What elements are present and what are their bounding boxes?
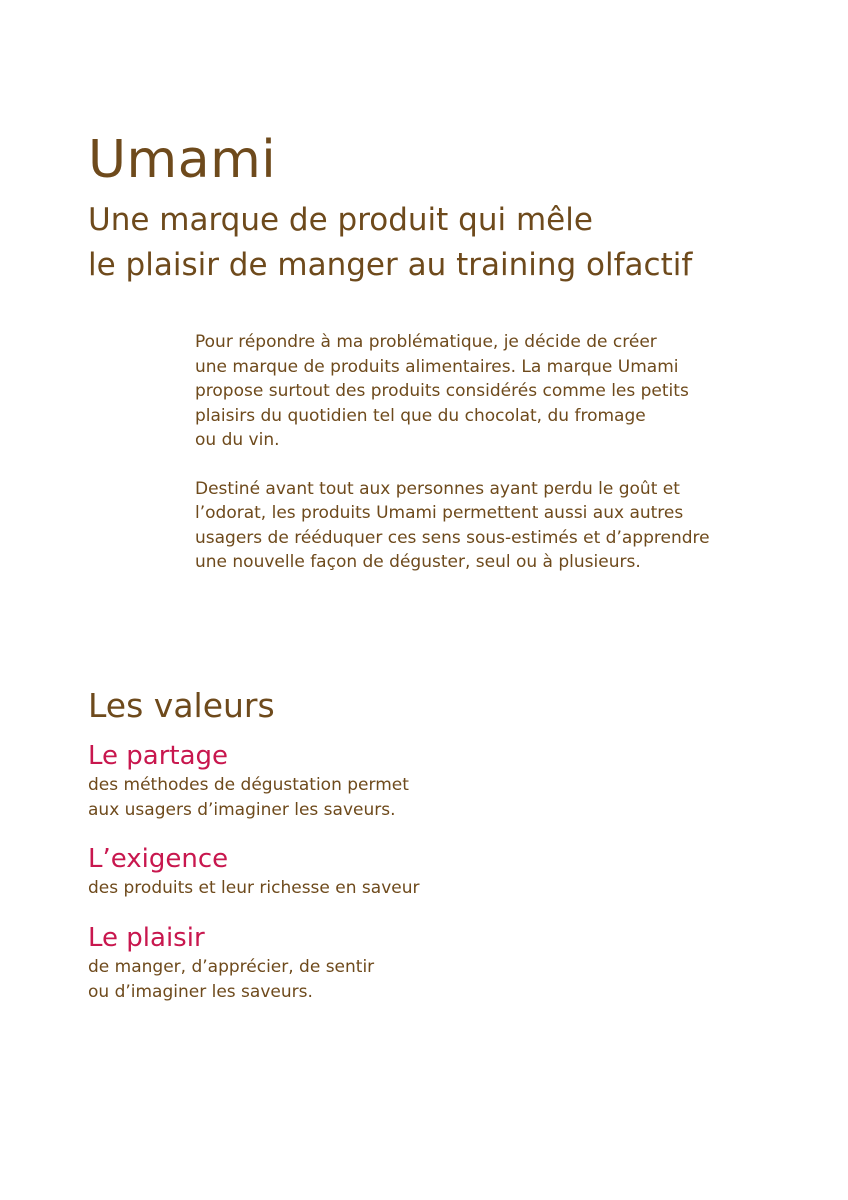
brand-subtitle: [88, 198, 692, 288]
brand-title: Umami: [88, 130, 277, 190]
intro-text: [195, 330, 795, 599]
intro-line: Pour répondre à ma problématique, je décide de créer: [195, 332, 657, 352]
subtitle-line: Une marque de produit qui mêle: [88, 202, 593, 238]
intro-line: plaisirs du quotidien tel que du chocolat, du fromage: [195, 405, 646, 426]
value-line: aux usagers d’imaginer les saveurs.: [88, 799, 396, 820]
value-item-exigence: [88, 842, 419, 901]
value-title: Le partage: [88, 741, 229, 771]
subtitle-line: le plaisir de manger au training olfactif: [88, 247, 693, 283]
value-description: [88, 773, 409, 822]
value-description: [88, 876, 419, 901]
value-title: Le plaisir: [88, 923, 205, 953]
intro-line: une marque de produits alimentaires. La marque Umami: [195, 356, 679, 377]
value-item-plaisir: [88, 921, 374, 1004]
value-description: [88, 955, 374, 1004]
intro-line: une nouvelle façon de déguster, seul ou à plusieurs.: [195, 552, 641, 572]
value-line: ou d’imaginer les saveurs.: [88, 981, 313, 1002]
value-item-partage: [88, 739, 409, 822]
intro-line: l’odorat, les produits Umami permettent aussi aux autres: [195, 503, 684, 523]
intro-paragraph: [195, 330, 795, 453]
intro-line: ou du vin.: [195, 430, 280, 450]
intro-line: usagers de rééduquer ces sens sous-estimés et d’apprendre: [195, 527, 710, 548]
values-heading: Les valeurs: [88, 686, 275, 725]
value-line: des méthodes de dégustation permet: [88, 775, 409, 795]
value-title: L’exigence: [88, 844, 229, 874]
intro-paragraph: [195, 477, 795, 575]
value-line: de manger, d’apprécier, de sentir: [88, 957, 375, 977]
value-line: des produits et leur richesse en saveur: [88, 878, 420, 898]
intro-line: Destiné avant tout aux personnes ayant perdu le goût et: [195, 478, 680, 499]
intro-line: propose surtout des produits considérés comme les petits: [195, 381, 689, 401]
